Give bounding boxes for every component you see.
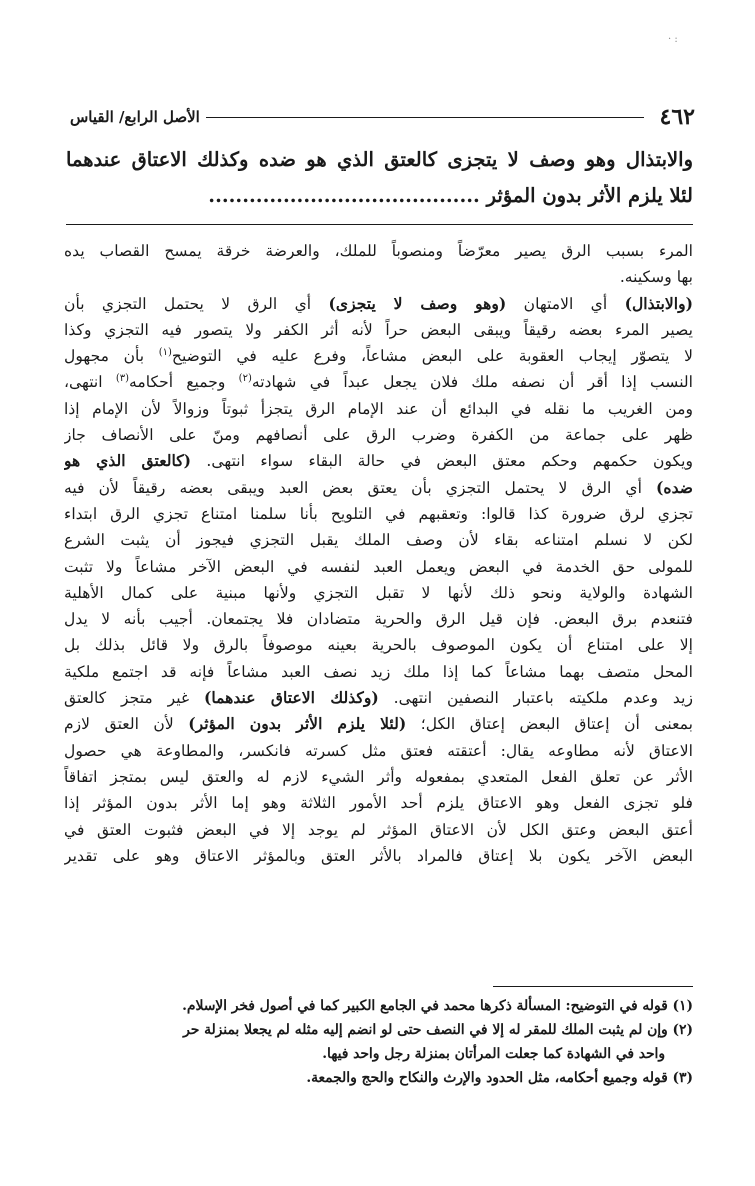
footnote-2-continued: واحد في الشهادة كما جعلت المرأتان بمنزلة رجل واحد فيها. — [322, 1046, 665, 1062]
commentary-line: فتنعدم برق البعض. فإن قيل الرق والحرية متضادان فلا يجتمعان. أجيب بأنه لا يدل — [64, 610, 693, 629]
footnote-ref: (١) — [158, 347, 172, 358]
page-number: ٤٦٢ — [659, 104, 695, 130]
footnote-2: (٢) وإن لم يثبت الملك للمقر له إلا في النصف حتى لو انضم إليه مثله لم يجعلا بمنزلة حر — [183, 1022, 693, 1038]
commentary-line: النسب إذا أقر أن نصفه ملك فلان يجعل عبداً في شهادته$^{(٢)}$ وجميع أحكامه$^{(٣)}$ انتهى، — [64, 373, 693, 392]
main-text-separator — [66, 224, 693, 225]
commentary-line: زيد وعدم ملكيته باعتبار النصفين انتهى. (وكذلك الاعتاق عندهما) غير متجز كالعتق — [64, 688, 693, 708]
quoted-matn: (لئلا يلزم الأثر بدون المؤثر) — [188, 714, 407, 734]
commentary-line: ويكون حكمهم وحكم معتق البعض في حالة البقاء سواء انتهى. (كالعتق الذي هو — [64, 451, 693, 471]
quoted-matn: (كالعتق الذي هو — [64, 451, 192, 471]
footnote-3: (٣) قوله وجميع أحكامه، مثل الحدود والإرث والنكاح والحج والجمعة. — [306, 1070, 693, 1086]
commentary-body — [64, 238, 693, 869]
page-header — [70, 102, 695, 132]
commentary-line: فلو تجزى الفعل وهو الاعتاق يلزم أحد الأمور الثلاثة وهو إما الأثر بدون المؤثر إذا — [64, 794, 693, 813]
commentary-line: للمولى حق الخدمة في البعض ويعمل العبد لنفسه في البعض الآخر مشاعاً ولا تثبت — [64, 557, 693, 576]
footnote-separator — [493, 986, 693, 987]
footnotes — [64, 994, 693, 1090]
quoted-matn: (وهو وصف لا يتجزى) — [328, 293, 507, 313]
main-text-dots: ........................................ — [208, 184, 480, 207]
commentary-line: بمعنى أن إعتاق البعض إعتاق الكل؛ (لئلا يلزم الأثر بدون المؤثر) لأن العتق لازم — [64, 714, 693, 734]
commentary-line: لكن لا نسلم امتناعه بقاء لأن وصف الملك يقبل التجزي فيجوز أن يثبت الشرع — [64, 531, 693, 550]
commentary-line: لا يتصوّر إيجاب العقوبة على البعض مشاعاً، وفرع عليه في التوضيح$^{(١)}$ بأن مجهول — [64, 347, 693, 366]
commentary-line: يصير المرء بعضه رقيقاً ويبقى البعض حراً لأنه أثر الكفر ولا يتصور فيه التجزي وكذا — [64, 320, 693, 339]
commentary-line: ضده) أي الرق لا يحتمل التجزي بأن يعتق بعض العبد ويبقى بعضه رقيقاً لأن فيه — [64, 477, 693, 497]
main-text-line-1: والابتذال وهو وصف لا يتجزى كالعتق الذي هو ضده وكذلك الاعتاق عندهما — [66, 148, 693, 171]
commentary-line: ومن الغريب ما نقله في البدائع أن عند الإمام الرق يتجزأ ثبوتاً وزوالاً لأن الإمام إذا — [64, 399, 693, 418]
commentary-line: تجزي لرق ضرورة كذا قالوا: وتعقبهم في التلويح بأنا سلمنا امتناع تجزي الرق ابتداء — [64, 504, 693, 523]
commentary-line: الشهادة والولاية ونحو ذلك لأنها لا تقبل التجزي ولأنها مبنية على كمال الأهلية — [64, 583, 693, 602]
commentary-line: إلا على امتناع أن يكون الموصوف بالحرية بعينه موصوفاً بالرق ولا قائل بذلك بل — [64, 636, 693, 655]
main-text-line-2 — [66, 184, 693, 207]
quoted-matn: ضده) — [656, 477, 693, 497]
commentary-line: المرء بسبب الرق يصير معرّضاً ومنصوباً للملك، والعرضة خرقة يمسح القصاب يده — [64, 242, 693, 260]
corner-mark: · : — [668, 34, 678, 45]
commentary-line: ظهر على جماعة من الكفرة وضرب الرق على أنصافهم ومنّ على الأنصاف جاز — [64, 426, 693, 445]
header-rule — [206, 117, 644, 118]
commentary-line: (والابتذال) أي الامتهان (وهو وصف لا يتجزى) أي الرق لا يحتمل التجزي بأن — [64, 293, 693, 313]
footnote-1: (١) قوله في التوضيح: المسألة ذكرها محمد في الجامع الكبير كما في أصول فخر الإسلام. — [182, 998, 693, 1014]
quoted-matn: (والابتذال) — [624, 293, 693, 313]
commentary-line: الأثر عن تعلق الفعل المتعدي بمفعوله وأثر الشيء لازم له والعتق ليس بمتجز اتفاقاً — [64, 767, 693, 786]
commentary-line: أعتق البعض وعتق الكل لأن الاعتاق المؤثر لم يوجد إلا في البعض فثبوت العتق في — [64, 820, 693, 839]
commentary-line: المحل متصف بهما مشاعاً كما إذا ملك زيد نصف العبد مشاعاً فإنه قد اجتمع ملكية — [64, 662, 693, 681]
main-text-line-2-text: لئلا يلزم الأثر بدون المؤثر — [486, 184, 693, 207]
quoted-matn: (وكذلك الاعتاق عندهما) — [203, 688, 379, 708]
commentary-line: الاعتاق لأنه مطاوعه يقال: أعتقته فعتق مثل كسرته فانكسر، والمطاوعة هي حصول — [64, 741, 693, 760]
footnote-ref: (٣) — [115, 373, 129, 385]
commentary-line: بها وسكينه. — [619, 268, 693, 287]
footnote-ref: (٢) — [238, 373, 252, 385]
running-title: الأصل الرابع/ القياس — [70, 108, 200, 126]
commentary-line: البعض الآخر يكون بلا إعتاق فالمراد بالأثر العتق وبالمؤثر الاعتاق وهو على تقدير — [64, 846, 693, 865]
